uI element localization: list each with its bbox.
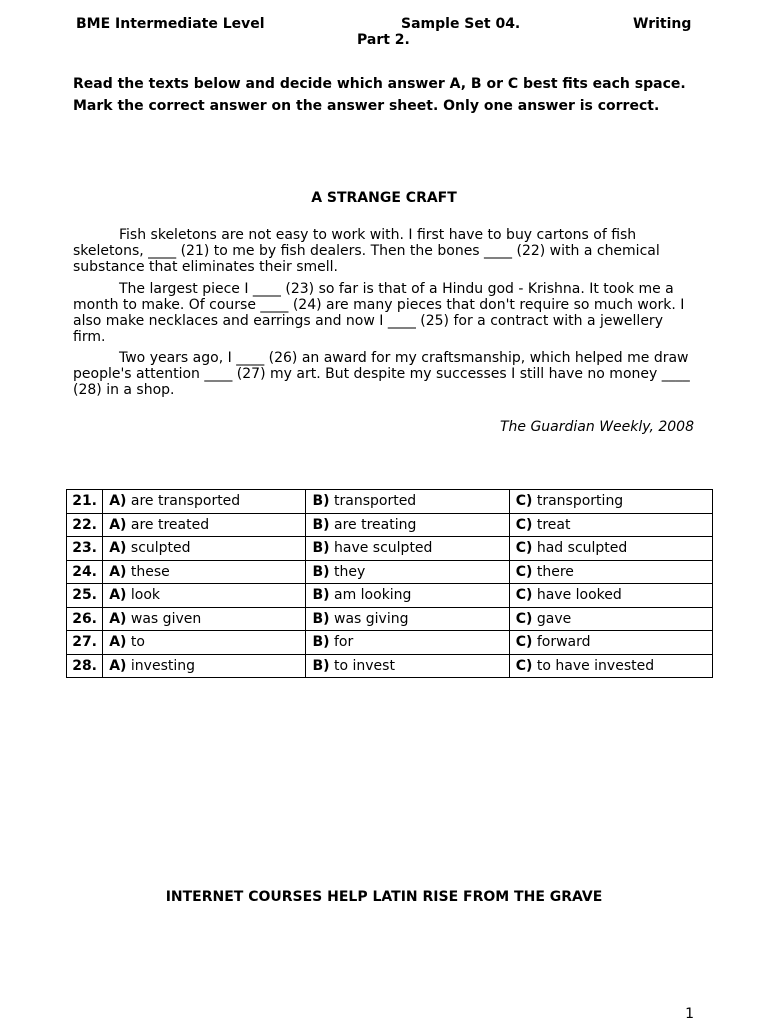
option-c [509, 607, 712, 631]
instruction-line-1: Read the texts below and decide which answer A, B or C best fits each space. [73, 76, 686, 92]
option-letter: C) [515, 563, 533, 580]
option-b [306, 560, 509, 584]
option-letter: B) [312, 610, 330, 627]
option-letter: C) [515, 516, 533, 533]
table-row [67, 490, 713, 514]
option-c [509, 490, 712, 514]
option-text: to [130, 634, 145, 651]
option-letter: C) [515, 540, 533, 557]
text1-source: The Guardian Weekly, 2008 [499, 419, 694, 435]
table-row [67, 607, 713, 631]
table-row [67, 513, 713, 537]
option-text: had sculpted [536, 540, 628, 557]
text1-paragraph-2 [73, 281, 698, 345]
option-letter: A) [109, 587, 127, 604]
option-a [103, 560, 306, 584]
option-text: they [334, 563, 366, 580]
header-sample-set: Sample Set 04. [401, 16, 521, 32]
option-c [509, 537, 712, 561]
option-a [103, 490, 306, 514]
option-text: transported [334, 493, 417, 510]
option-text: these [130, 563, 170, 580]
option-text: are treating [334, 516, 417, 533]
question-number: 28. [67, 654, 103, 678]
table-row [67, 584, 713, 608]
option-text: sculpted [130, 540, 191, 557]
question-number: 24. [67, 560, 103, 584]
page-number: 1 [685, 1006, 694, 1022]
option-c [509, 513, 712, 537]
question-number: 27. [67, 631, 103, 655]
option-text: was giving [334, 610, 409, 627]
option-text: was given [130, 610, 202, 627]
text1-paragraph-2-text: The largest piece I ____ (23) so far is that of a Hindu god - Krishna. It took me a month to make. Of course ____ (24) are many pieces that don't require so much work. I also make necklaces and earrings and now I ____ (25) for a contract with a jewellery firm. [73, 281, 685, 345]
option-b [306, 631, 509, 655]
text1-paragraph-1-text: Fish skeletons are not easy to work with. I first have to buy cartons of fish skeletons, ____ (21) to me by fish dealers. Then the bones ____ (22) with a chemical substance that eliminates their smell. [73, 227, 660, 275]
question-number: 26. [67, 607, 103, 631]
option-text: investing [130, 657, 195, 674]
table-row [67, 560, 713, 584]
option-letter: C) [515, 634, 533, 651]
option-b [306, 584, 509, 608]
option-text: are treated [130, 516, 210, 533]
option-c [509, 631, 712, 655]
option-b [306, 513, 509, 537]
option-c [509, 584, 712, 608]
option-letter: B) [312, 587, 330, 604]
option-text: look [130, 587, 161, 604]
header-section: Writing [633, 16, 692, 32]
option-text: forward [536, 634, 591, 651]
option-letter: C) [515, 610, 533, 627]
option-b [306, 654, 509, 678]
answer-options-table [66, 489, 713, 678]
option-letter: A) [109, 493, 127, 510]
option-a [103, 513, 306, 537]
option-letter: A) [109, 610, 127, 627]
option-b [306, 490, 509, 514]
option-letter: B) [312, 540, 330, 557]
option-c [509, 654, 712, 678]
option-text: gave [536, 610, 572, 627]
option-letter: B) [312, 657, 330, 674]
option-letter: C) [515, 587, 533, 604]
option-letter: B) [312, 634, 330, 651]
option-letter: A) [109, 634, 127, 651]
option-text: treat [536, 516, 571, 533]
instruction-line-2: Mark the correct answer on the answer sheet. Only one answer is correct. [73, 98, 660, 114]
header-level: BME Intermediate Level [76, 16, 265, 32]
text1-paragraph-1 [73, 227, 698, 275]
question-number: 22. [67, 513, 103, 537]
option-text: transporting [536, 493, 624, 510]
question-number: 23. [67, 537, 103, 561]
option-letter: B) [312, 493, 330, 510]
question-number: 25. [67, 584, 103, 608]
option-b [306, 607, 509, 631]
option-a [103, 654, 306, 678]
text1-title: A STRANGE CRAFT [311, 190, 457, 206]
option-letter: A) [109, 657, 127, 674]
option-text: there [536, 563, 574, 580]
option-letter: B) [312, 563, 330, 580]
option-text: to have invested [536, 657, 655, 674]
question-number: 21. [67, 490, 103, 514]
option-letter: A) [109, 516, 127, 533]
table-row [67, 537, 713, 561]
option-c [509, 560, 712, 584]
option-b [306, 537, 509, 561]
option-a [103, 584, 306, 608]
option-letter: B) [312, 516, 330, 533]
option-text: for [334, 634, 354, 651]
option-a [103, 607, 306, 631]
option-letter: C) [515, 493, 533, 510]
option-letter: C) [515, 657, 533, 674]
text1-paragraph-3 [73, 350, 698, 398]
option-text: are transported [130, 493, 241, 510]
option-a [103, 537, 306, 561]
table-row [67, 654, 713, 678]
option-letter: A) [109, 563, 127, 580]
table-row [67, 631, 713, 655]
option-text: to invest [334, 657, 395, 674]
header-part: Part 2. [357, 32, 410, 48]
option-text: have sculpted [334, 540, 433, 557]
text2-title: INTERNET COURSES HELP LATIN RISE FROM THE GRAVE [165, 889, 603, 905]
option-text: have looked [536, 587, 622, 604]
option-a [103, 631, 306, 655]
option-letter: A) [109, 540, 127, 557]
text1-paragraph-3-text: Two years ago, I ____ (26) an award for my craftsmanship, which helped me draw people's attention ____ (27) my art. But despite my successes I still have no money ____ (28) in a shop. [73, 350, 690, 398]
option-text: am looking [334, 587, 412, 604]
